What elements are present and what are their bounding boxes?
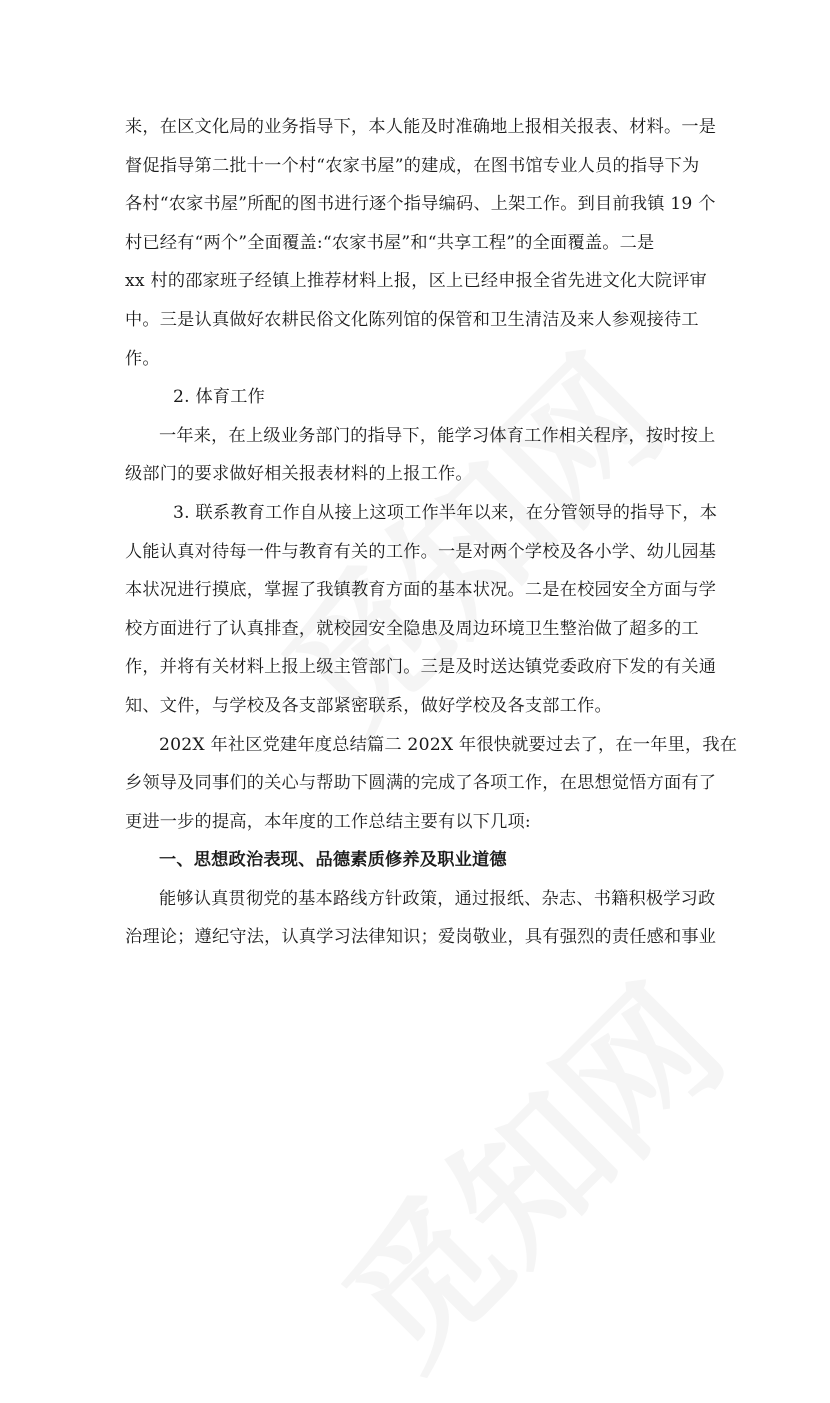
text-line: 治理论；遵纪守法，认真学习法律知识；爱岗敬业，具有强烈的责任感和事业 bbox=[125, 927, 717, 948]
text-line: 202X 年社区党建年度总结篇二 202X 年很快就要过去了，在一年里，我在 bbox=[159, 734, 738, 755]
text-line: 中。三是认真做好农耕民俗文化陈列馆的保管和卫生清洁及来人参观接待工 bbox=[125, 309, 699, 330]
text-line: 作。 bbox=[125, 348, 160, 369]
text-line: 督促指导第二批十一个村“农家书屋”的建成，在图书馆专业人员的指导下为 bbox=[125, 155, 700, 176]
text-line: 人能认真对待每一件与教育有关的工作。一是对两个学校及各小学、幼儿园基 bbox=[125, 541, 717, 562]
text-line: 本状况进行摸底，掌握了我镇教育方面的基本状况。二是在校园安全方面与学 bbox=[125, 580, 717, 601]
section-heading-sports: 2. 体育工作 bbox=[173, 387, 266, 408]
section-heading-political: 一、思想政治表现、品德素质修养及职业道德 bbox=[159, 850, 507, 871]
text-line: 知、文件，与学校及各支部紧密联系，做好学校及各支部工作。 bbox=[125, 695, 612, 716]
text-line: 级部门的要求做好相关报表材料的上报工作。 bbox=[125, 464, 473, 485]
text-line: 村已经有“两个”全面覆盖:“农家书屋”和“共享工程”的全面覆盖。二是 bbox=[125, 232, 655, 253]
text-line: 作，并将有关材料上报上级主管部门。三是及时送达镇党委政府下发的有关通 bbox=[125, 657, 717, 678]
text-line: 校方面进行了认真排查，就校园安全隐患及周边环境卫生整治做了超多的工 bbox=[125, 618, 699, 639]
document-body bbox=[125, 108, 738, 957]
text-line: 3. 联系教育工作自从接上这项工作半年以来，在分管领导的指导下，本 bbox=[173, 502, 718, 523]
text-line: 各村“农家书屋”所配的图书进行逐个指导编码、上架工作。到目前我镇 19 个 bbox=[125, 194, 716, 215]
watermark bbox=[290, 933, 761, 1403]
text-line: xx 村的邵家班子经镇上推荐材料上报，区上已经申报全省先进文化大院评审 bbox=[125, 271, 707, 292]
text-line: 能够认真贯彻党的基本路线方针政策，通过报纸、杂志、书籍积极学习政 bbox=[159, 888, 716, 909]
text-line: 来，在区文化局的业务指导下，本人能及时准确地上报相关报表、材料。一是 bbox=[125, 117, 717, 137]
text-line: 乡领导及同事们的关心与帮助下圆满的完成了各项工作，在思想觉悟方面有了 bbox=[125, 773, 717, 794]
text-line: 一年来，在上级业务部门的指导下，能学习体育工作相关程序，按时按上 bbox=[159, 425, 716, 446]
text-line: 更进一步的提高，本年度的工作总结主要有以下几项: bbox=[125, 811, 531, 832]
